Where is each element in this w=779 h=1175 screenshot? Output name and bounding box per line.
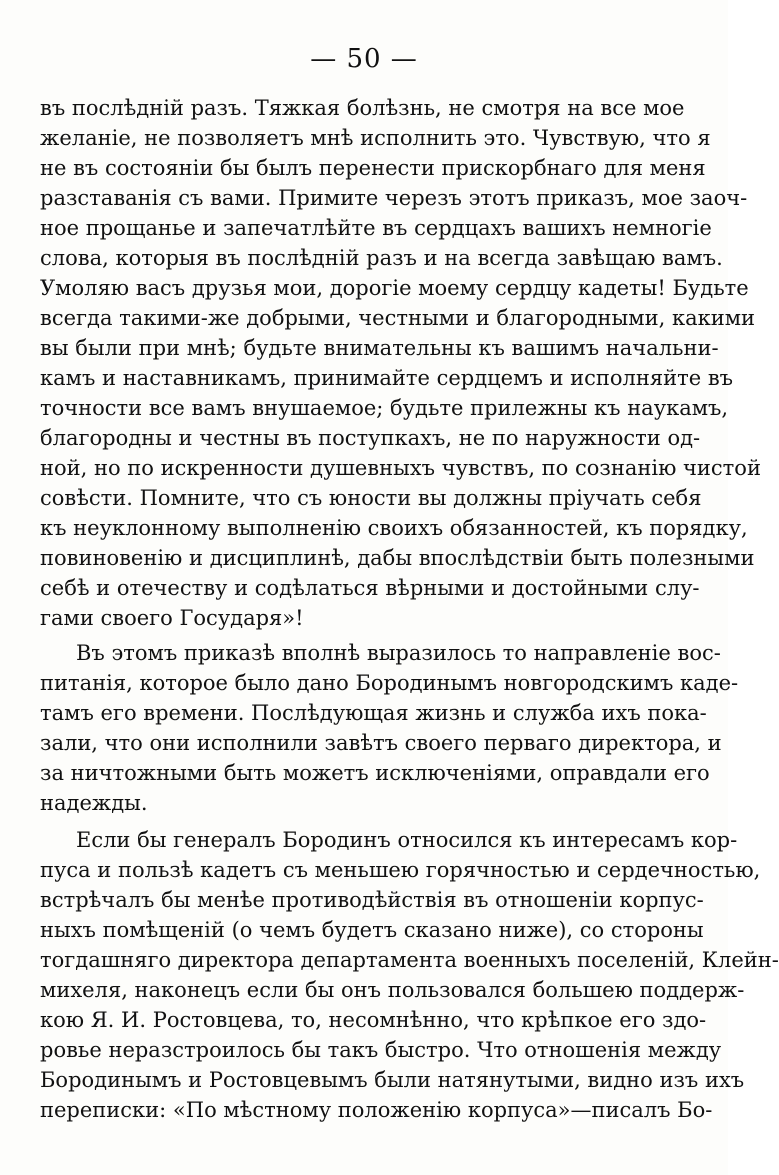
text-line: кою Я. И. Ростовцева, то, несомнѣнно, что крѣпкое его здо- bbox=[40, 1008, 707, 1032]
text-line: Умоляю васъ друзья мои, дорогіе моему сердцу кадеты! Будьте bbox=[40, 276, 749, 300]
text-line: Если бы генералъ Бородинъ относился къ интересамъ кор- bbox=[76, 828, 738, 852]
text-line: повиновенію и дисциплинѣ, дабы впослѣдствіи быть полезными bbox=[40, 546, 755, 570]
text-line: точности все вамъ внушаемое; будьте прилежны къ наукамъ, bbox=[40, 396, 729, 420]
text-line: надежды. bbox=[40, 791, 148, 815]
text-line: Бородинымъ и Ростовцевымъ были натянутыми, видно изъ ихъ bbox=[40, 1068, 745, 1092]
text-line: себѣ и отечеству и содѣлаться вѣрными и достойными слу- bbox=[40, 576, 700, 600]
text-line: пуса и пользѣ кадетъ съ меньшею горячностью и сердечностью, bbox=[40, 858, 761, 882]
text-line: желаніе, не позволяетъ мнѣ исполнить это. Чувствую, что я bbox=[40, 126, 711, 150]
text-line: ровье неразстроилось бы такъ быстро. Что отношенія между bbox=[40, 1038, 722, 1062]
text-line: Въ этомъ приказѣ вполнѣ выразилось то направленіе вос- bbox=[76, 641, 721, 665]
text-line: за ничтожными быть можетъ исключеніями, оправдали его bbox=[40, 761, 710, 785]
text-line: камъ и наставникамъ, принимайте сердцемъ и исполняйте въ bbox=[40, 366, 734, 390]
text-line: къ неуклонному выполненію своихъ обязанностей, къ порядку, bbox=[40, 516, 748, 540]
text-line: ной, но по искренности душевныхъ чувствъ, по сознанію чистой bbox=[40, 456, 761, 480]
text-line: тогдашняго директора департамента военныхъ поселеній, Клейн- bbox=[40, 948, 779, 972]
text-line: гами своего Государя»! bbox=[40, 606, 304, 630]
page-number: — 50 — bbox=[310, 44, 418, 74]
text-line: михеля, наконецъ если бы онъ пользовался большею поддерж- bbox=[40, 978, 745, 1002]
text-line: всегда такими-же добрыми, честными и благородными, какими bbox=[40, 306, 756, 330]
text-line: совѣсти. Помните, что съ юности вы должны пріучать себя bbox=[40, 486, 702, 510]
text-line: разставанія съ вами. Примите черезъ этотъ приказъ, мое заоч- bbox=[40, 186, 748, 210]
text-line: въ послѣдній разъ. Тяжкая болѣзнь, не смотря на все мое bbox=[40, 96, 685, 120]
text-line: ныхъ помѣщеній (о чемъ будетъ сказано ниже), со стороны bbox=[40, 918, 704, 942]
text-line: зали, что они исполнили завѣтъ своего перваго директора, и bbox=[40, 731, 722, 755]
text-line: слова, которыя въ послѣдній разъ и на всегда завѣщаю вамъ. bbox=[40, 246, 723, 270]
text-line: ное прощанье и запечатлѣйте въ сердцахъ вашихъ немногіе bbox=[40, 216, 712, 240]
text-line: не въ состояніи бы былъ перенести прискорбнаго для меня bbox=[40, 156, 706, 180]
text-line: питанія, которое было дано Бородинымъ новгородскимъ каде- bbox=[40, 671, 739, 695]
text-line: встрѣчалъ бы менѣе противодѣйствія въ отношеніи корпус- bbox=[40, 888, 704, 912]
text-line: благородны и честны въ поступкахъ, не по наружности од- bbox=[40, 426, 701, 450]
text-line: тамъ его времени. Послѣдующая жизнь и служба ихъ пока- bbox=[40, 701, 707, 725]
text-line: вы были при мнѣ; будьте внимательны къ вашимъ начальни- bbox=[40, 336, 719, 360]
text-line: переписки: «По мѣстному положенію корпуса»—писалъ Бо- bbox=[40, 1098, 713, 1122]
